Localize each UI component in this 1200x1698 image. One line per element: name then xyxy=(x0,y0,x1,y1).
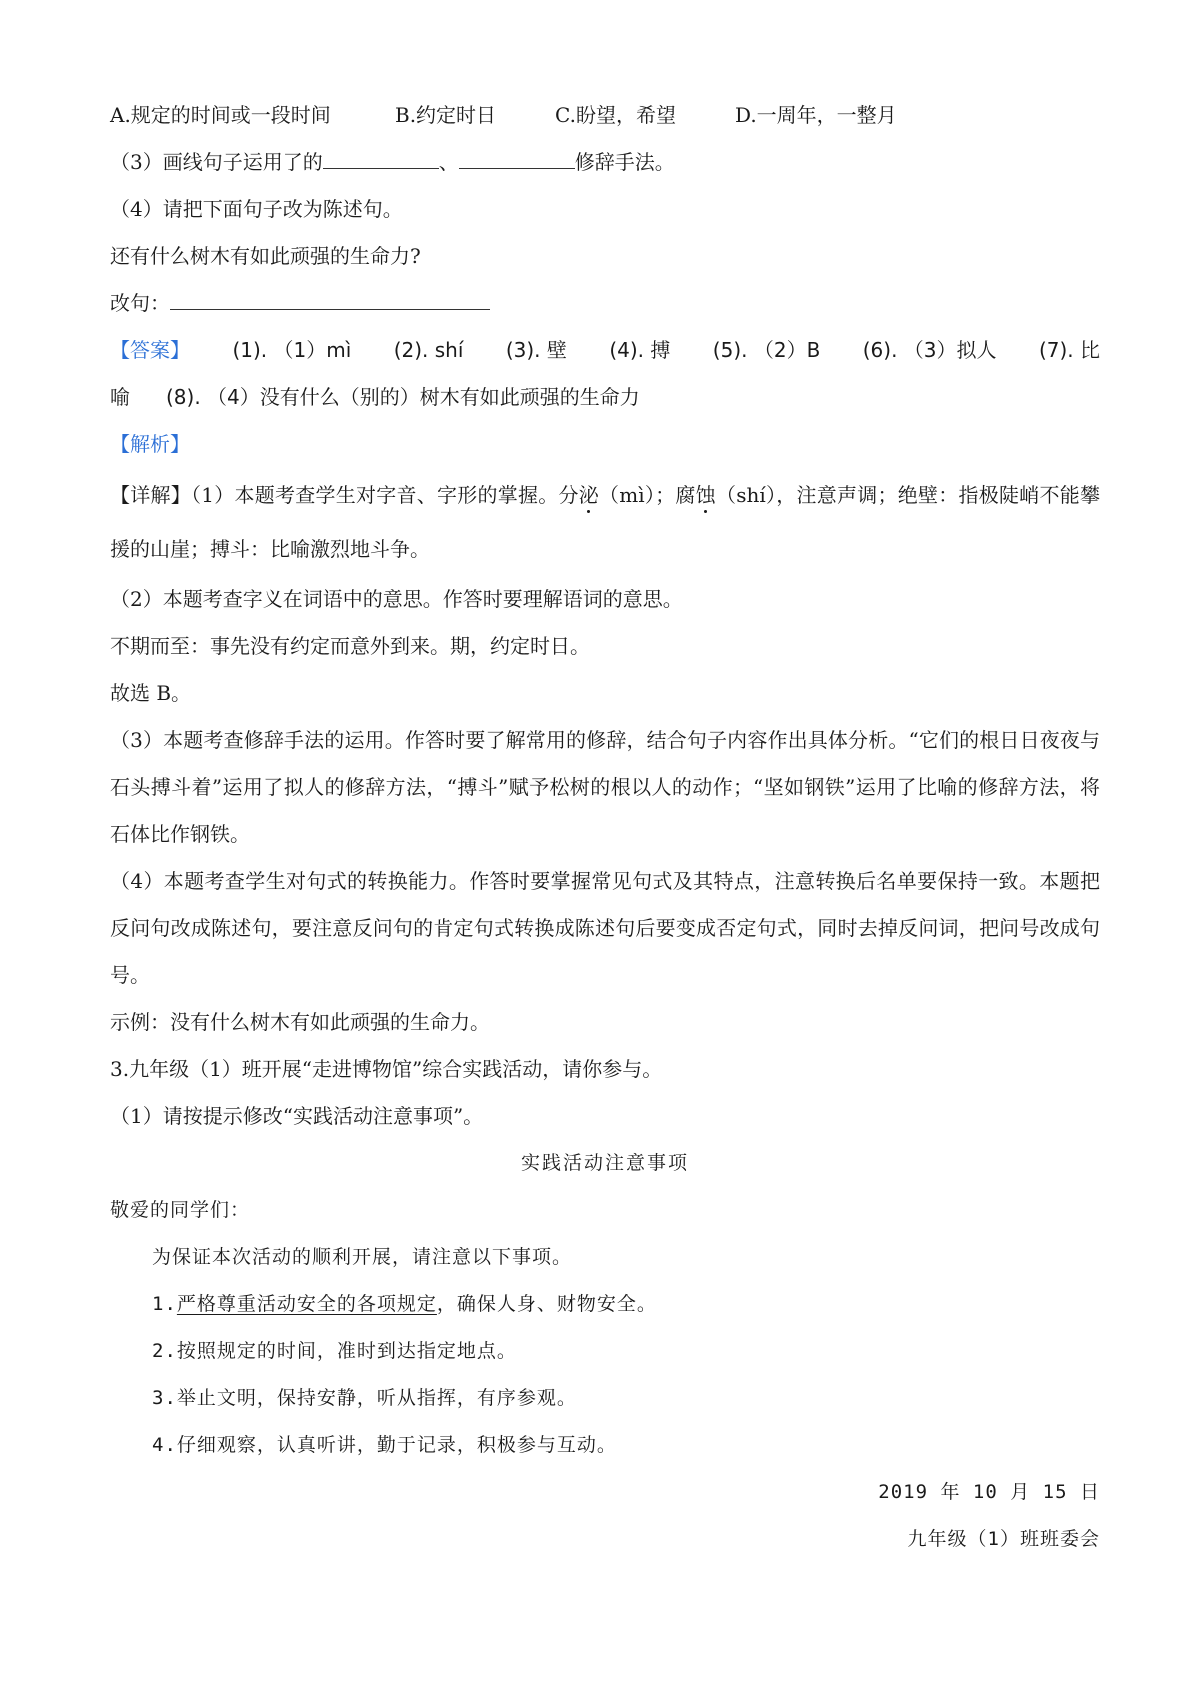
option-d: D.一周年，一整月 xyxy=(735,103,897,127)
analysis-paragraph-1 xyxy=(110,468,1100,576)
notice-date: 2019 年 10 月 15 日 xyxy=(878,1481,1100,1503)
answer-blank[interactable] xyxy=(459,150,575,169)
question-3-suffix: 修辞手法。 xyxy=(574,150,675,174)
answer-line-1 xyxy=(110,327,1100,374)
analysis-tag: 【解析】 xyxy=(110,432,190,456)
option-b: B.约定时日 xyxy=(395,103,497,127)
emphasized-char: 蚀 xyxy=(695,483,716,507)
analysis-paragraph-6: （4）本题考查学生对句式的转换能力。作答时要掌握常见句式及其特点，注意转换后名单要保持一致。本题把反问句改成陈述句，要注意反问句的肯定句式转换成陈述句后要变成否定句式，同时去掉反问词，把问号改成句号。 xyxy=(110,869,1100,987)
item-number: 1. xyxy=(152,1293,177,1315)
analysis-paragraph-3: 不期而至：事先没有约定而意外到来。期，约定时日。 xyxy=(110,634,590,658)
answer-item: (2). shí xyxy=(393,338,464,362)
notice-item-2: 2.按照规定的时间，准时到达指定地点。 xyxy=(152,1340,517,1362)
notice-item-1 xyxy=(110,1281,1100,1328)
answer-line-2 xyxy=(110,374,1100,421)
option-a: A.规定的时间或一段时间 xyxy=(110,103,331,127)
answer-item: (6). （3）拟人 xyxy=(862,338,997,362)
notice-signer: 九年级（1）班班委会 xyxy=(907,1528,1100,1550)
analysis-example: 示例：没有什么树木有如此顽强的生命力。 xyxy=(110,1010,490,1034)
notice-title: 实践活动注意事项 xyxy=(520,1152,689,1174)
notice-item-4: 4.仔细观察，认真听讲，勤于记录，积极参与互动。 xyxy=(152,1434,617,1456)
answer-item: (5). （2）B xyxy=(712,338,821,362)
answer-item: (1). （1）mì xyxy=(232,338,352,362)
emphasized-char: 泌 xyxy=(578,483,600,507)
question-3-prefix: （3）画线句子运用了的 xyxy=(110,150,323,174)
analysis-paragraph-4: 故选 B。 xyxy=(110,681,192,705)
answer-item: (4). 搏 xyxy=(609,338,671,362)
question-4-prompt: （4）请把下面句子改为陈述句。 xyxy=(110,197,403,221)
notice-intro: 为保证本次活动的顺利开展，请注意以下事项。 xyxy=(152,1246,573,1268)
detail-tag: 【详解】 xyxy=(110,483,192,507)
answer-tag: 【答案】 xyxy=(110,338,190,362)
notice-item-3: 3.举止文明，保持安静，听从指挥，有序参观。 xyxy=(152,1387,577,1409)
rewrite-label: 改句： xyxy=(110,291,170,315)
question-3-sub: （1）请按提示修改“实践活动注意事项”。 xyxy=(110,1104,484,1128)
analysis-paragraph-2: （2）本题考查字义在词语中的意思。作答时要理解语词的意思。 xyxy=(110,587,683,611)
answer-blank[interactable] xyxy=(323,150,439,169)
analysis-text: （shí），注意声调；绝壁：指极陡峭不能攀援的山崖；搏斗：比喻激烈地斗争。 xyxy=(110,483,1101,561)
question-3-separator: 、 xyxy=(438,150,459,174)
question-4-rewrite xyxy=(110,280,1100,327)
answer-item: (3). 壁 xyxy=(505,338,567,362)
question-3 xyxy=(110,139,1100,186)
analysis-paragraph-5: （3）本题考查修辞手法的运用。作答时要了解常用的修辞，结合句子内容作出具体分析。“它们的根日日夜夜与石头搏斗着”运用了拟人的修辞方法，“搏斗”赋予松树的根以人的动作；“坚如钢铁”运用了比喻的修辞方法，将石体比作钢铁。 xyxy=(110,728,1100,846)
answer-item: (7). 比 xyxy=(1038,338,1100,362)
option-c: C.盼望，希望 xyxy=(555,103,676,127)
answer-item: (8). （4）没有什么（别的）树木有如此顽强的生命力 xyxy=(166,385,640,409)
analysis-text: （mì）；腐 xyxy=(599,483,696,507)
notice-greeting: 敬爱的同学们： xyxy=(110,1199,251,1221)
question-4-sentence: 还有什么树木有如此顽强的生命力? xyxy=(110,244,421,268)
document-page xyxy=(110,92,1100,1563)
question-3-title: 3.九年级（1）班开展“走进博物馆”综合实践活动，请你参与。 xyxy=(110,1057,663,1081)
item-text: ，确保人身、财物安全。 xyxy=(436,1293,657,1315)
answer-continuation: 喻 xyxy=(110,385,130,409)
question-2-options xyxy=(110,92,1100,139)
analysis-text: （1）本题考查学生对字音、字形的掌握。分 xyxy=(191,483,579,507)
underlined-phrase: 严格尊重活动安全的各项规定 xyxy=(176,1293,437,1315)
rewrite-blank[interactable] xyxy=(170,291,490,310)
